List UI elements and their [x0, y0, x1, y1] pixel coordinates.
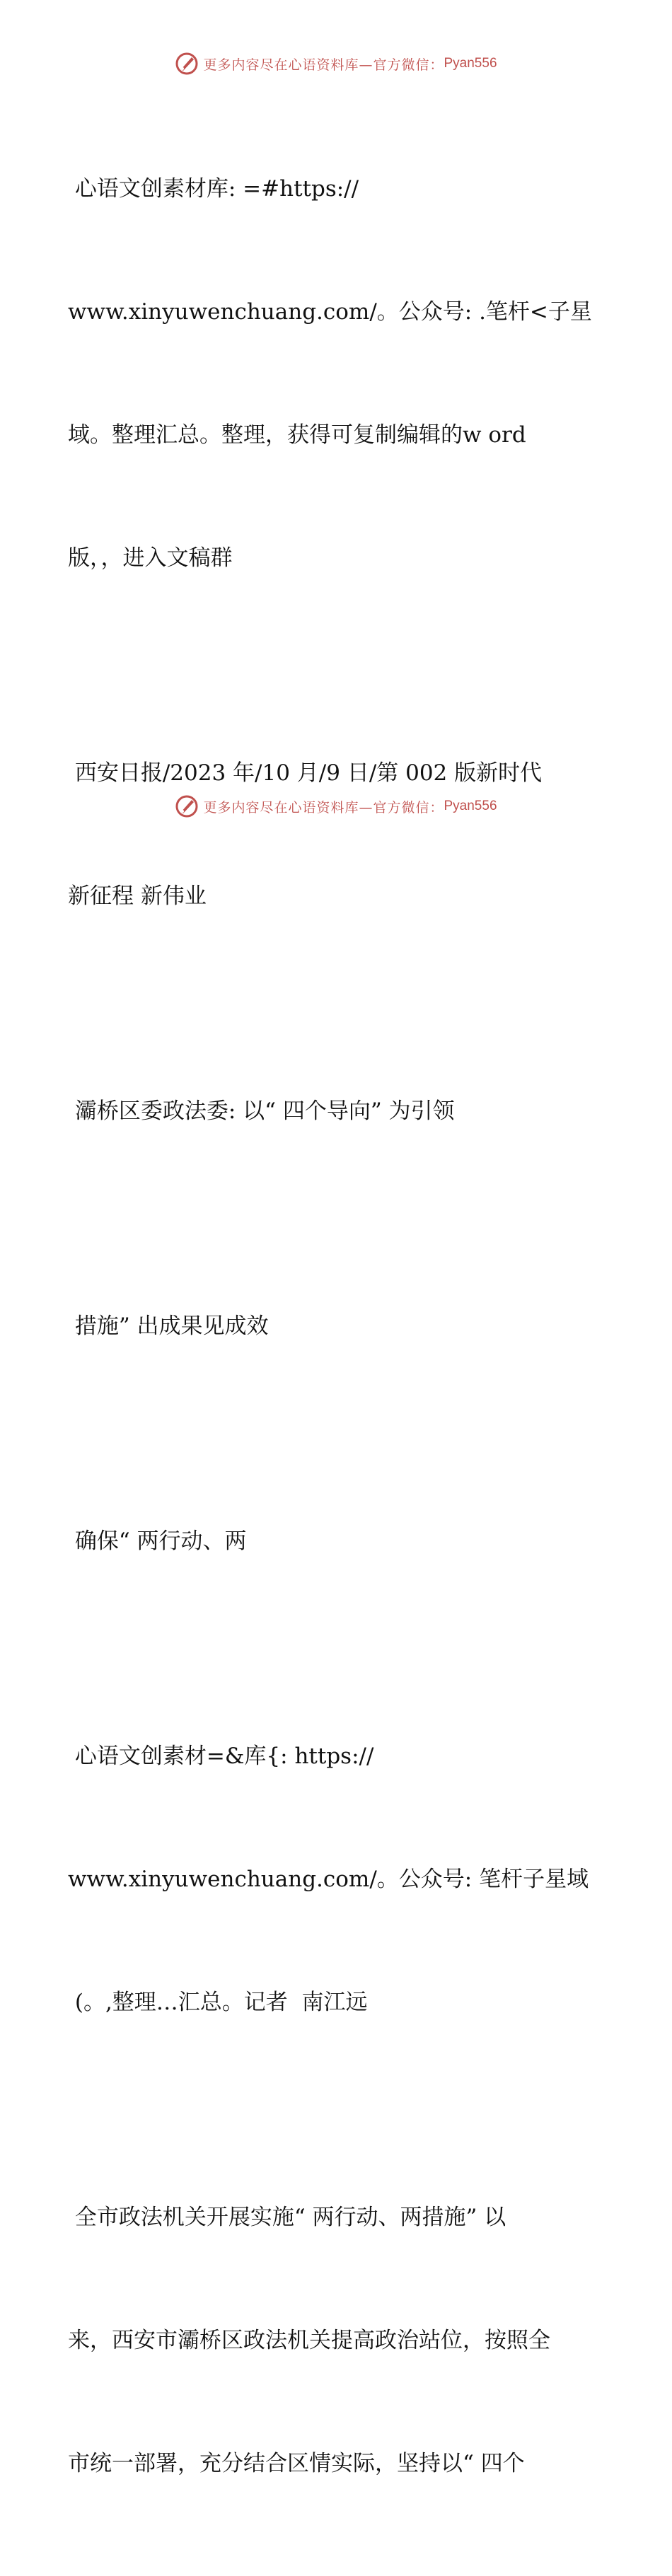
text-line: 版，，进入文稿群 — [68, 545, 233, 571]
text-line: 新征程 新伟业 — [68, 883, 207, 909]
footer-watermark-banner — [0, 791, 672, 822]
text-line: 确保“ 两行动、两 — [68, 1528, 247, 1554]
text-line: 心语文创素材=&库{: https:// — [68, 1744, 374, 1769]
text-line: 域。整理汇总。整理，获得可复制编辑的w ord — [68, 422, 526, 448]
text-line: 灞桥区委政法委: 以“ 四个导向” 为引领 — [68, 1098, 455, 1124]
banner-contact: Pyan556 — [444, 799, 497, 813]
logo-icon — [175, 794, 199, 818]
text-line: 措施” 出成果见成效 — [68, 1313, 269, 1339]
text-line: 来，西安市灞桥区政法机关提高政治站位，按照全 — [68, 2328, 550, 2353]
text-line: 西安日报/2023 年/10 月/9 日/第 002 版新时代 — [68, 760, 543, 786]
banner-text: 更多内容尽在心语资料库—官方微信： — [203, 799, 444, 816]
paragraph-source-2 — [68, 1654, 606, 2105]
logo-icon — [175, 52, 199, 76]
document-body — [68, 86, 606, 2576]
paragraph-source-1 — [68, 86, 606, 661]
text-line: 全市政法机关开展实施“ 两行动、两措施” 以 — [68, 2205, 506, 2230]
text-line: www.xinyuwenchuang.com/。公众号: 笔杆子星域 — [68, 1867, 589, 1892]
banner-text: 更多内容尽在心语资料库—官方微信： — [203, 57, 444, 73]
text-line: (。,整理…汇总。记者 南江远 — [68, 1990, 368, 2015]
text-line: 心语文创素材库: =#https:// — [68, 176, 359, 202]
banner-contact: Pyan556 — [444, 56, 497, 71]
paragraph-headline-2 — [68, 1224, 606, 1429]
text-line: www.xinyuwenchuang.com/。公众号: .笔杆<子星 — [68, 299, 592, 325]
paragraph-body — [68, 2115, 606, 2566]
text-line: 市统一部署，充分结合区情实际，坚持以“ 四个 — [68, 2451, 525, 2476]
paragraph-publication — [68, 671, 606, 999]
paragraph-headline-1 — [68, 1009, 606, 1214]
header-watermark-banner — [0, 48, 672, 79]
paragraph-headline-3 — [68, 1439, 606, 1644]
